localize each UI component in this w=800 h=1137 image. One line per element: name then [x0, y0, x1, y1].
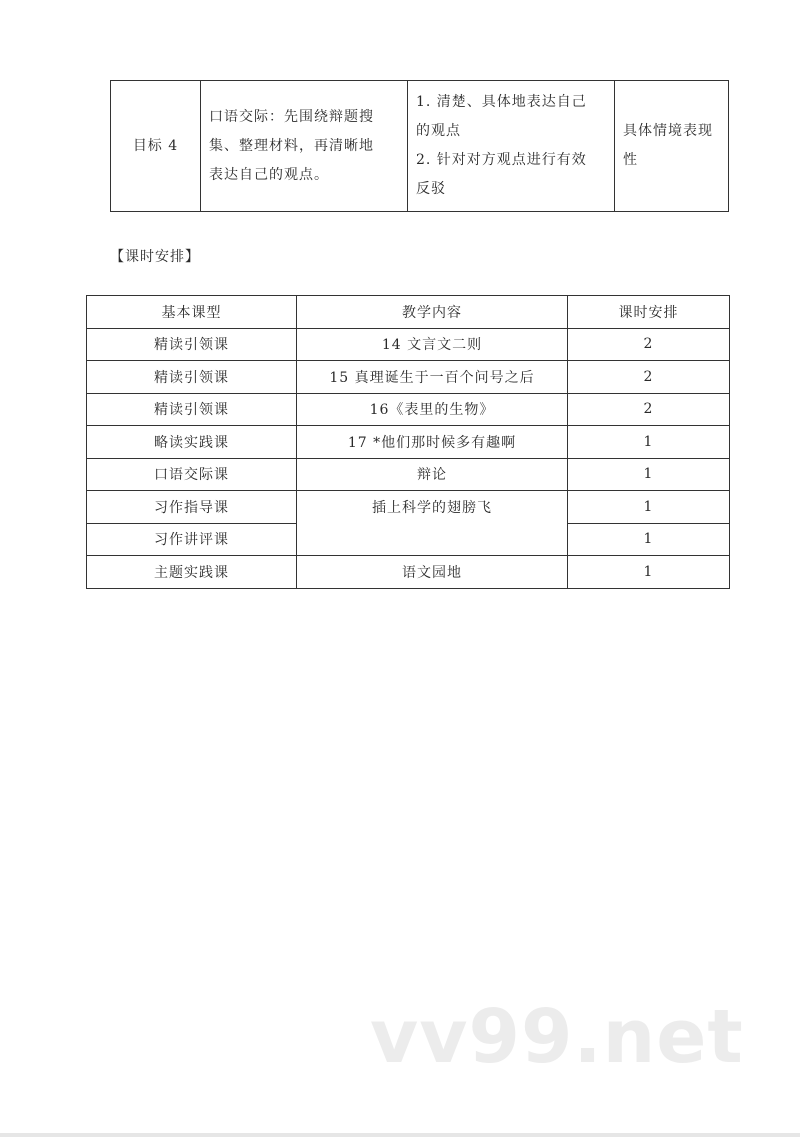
cell-content: 17 *他们那时候多有趣啊 [297, 426, 568, 459]
cell-hours: 2 [568, 328, 730, 361]
cell-type: 口语交际课 [87, 458, 297, 491]
watermark: vv99.net [370, 994, 744, 1080]
header-hours: 课时安排 [568, 296, 730, 329]
table-row [87, 491, 730, 524]
cell-hours: 1 [568, 523, 730, 556]
page-bottom-edge [0, 1133, 800, 1137]
table-row [87, 458, 730, 491]
header-type: 基本课型 [87, 296, 297, 329]
cell-type: 习作讲评课 [87, 523, 297, 556]
header-content: 教学内容 [297, 296, 568, 329]
goal-content: 口语交际：先围绕辩题搜 集、整理材料，再清晰地 表达自己的观点。 [201, 81, 408, 212]
cell-type: 精读引领课 [87, 361, 297, 394]
cell-hours: 1 [568, 458, 730, 491]
cell-type: 略读实践课 [87, 426, 297, 459]
cell-content-merged: 插上科学的翅膀飞 [297, 491, 568, 556]
schedule-table [86, 295, 730, 589]
cell-type: 精读引领课 [87, 393, 297, 426]
cell-content: 15 真理诞生于一百个问号之后 [297, 361, 568, 394]
goal-criteria: 1. 清楚、具体地表达自己 的观点 2. 针对对方观点进行有效 反驳 [408, 81, 615, 212]
table-row [87, 393, 730, 426]
cell-content: 16《表里的生物》 [297, 393, 568, 426]
cell-type: 习作指导课 [87, 491, 297, 524]
cell-hours: 2 [568, 361, 730, 394]
goal-method: 具体情境表现 性 [615, 81, 729, 212]
cell-type: 主题实践课 [87, 556, 297, 589]
cell-hours: 1 [568, 491, 730, 524]
goal-row [111, 81, 729, 212]
table-header-row [87, 296, 730, 329]
table-row [87, 426, 730, 459]
cell-hours: 2 [568, 393, 730, 426]
goal-label: 目标 4 [111, 81, 201, 212]
cell-hours: 1 [568, 426, 730, 459]
table-row [87, 328, 730, 361]
table-row [87, 361, 730, 394]
cell-content: 语文园地 [297, 556, 568, 589]
cell-hours: 1 [568, 556, 730, 589]
section-title: 【课时安排】 [110, 249, 200, 265]
cell-content: 辩论 [297, 458, 568, 491]
cell-type: 精读引领课 [87, 328, 297, 361]
goal-table [110, 80, 729, 212]
cell-content: 14 文言文二则 [297, 328, 568, 361]
table-row [87, 556, 730, 589]
